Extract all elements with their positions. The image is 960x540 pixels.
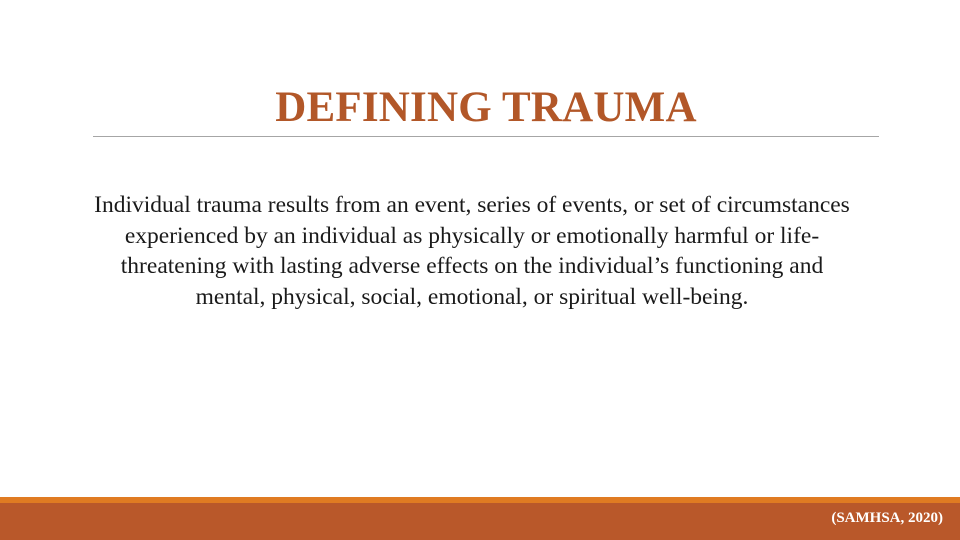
definition-text: Individual trauma results from an event, series of events, or set of circumstances experienced by an individual as physically or emotionally harmful or life-threatening with lasting adverse effects on the individual’s functioning and mental, physical, social, emotional, or spiritual well-being. (94, 192, 850, 310)
citation-text: (SAMHSA, 2020) (831, 510, 943, 526)
title-divider (93, 136, 879, 137)
footer-band (0, 503, 960, 540)
slide-title: DEFINING TRAUMA (275, 84, 697, 131)
